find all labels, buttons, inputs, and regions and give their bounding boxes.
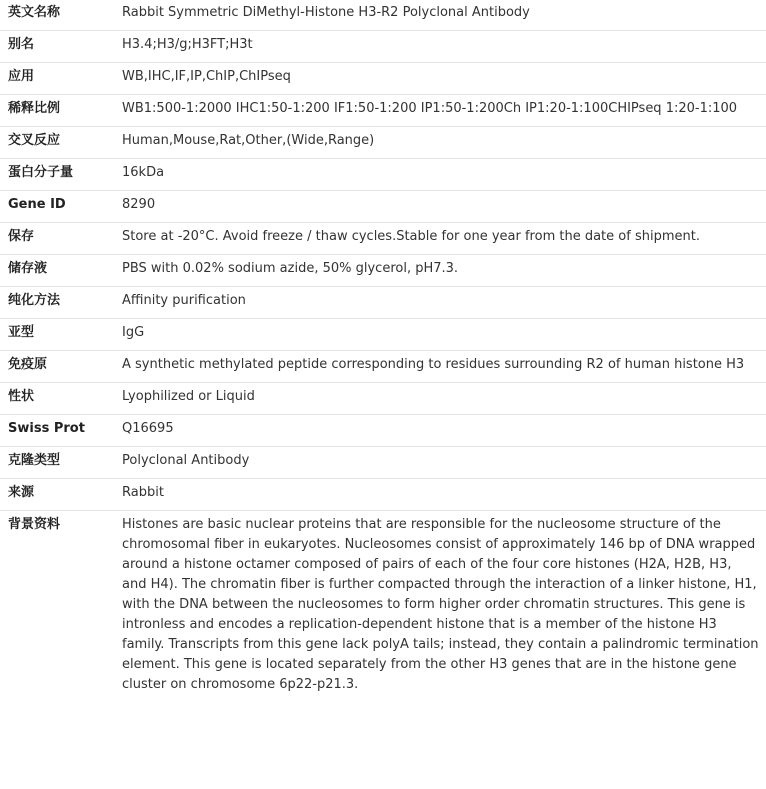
spec-row-host [0, 479, 766, 511]
spec-label: 蛋白分子量 [0, 159, 122, 191]
spec-row-background [0, 511, 766, 703]
spec-row-isotype [0, 319, 766, 351]
spec-row-immunogen [0, 351, 766, 383]
spec-value: IgG [122, 319, 766, 351]
spec-value: Affinity purification [122, 287, 766, 319]
spec-value: Histones are basic nuclear proteins that are responsible for the nucleosome structure of the chromosomal fiber in eukaryotes. Nucleosomes consist of approximately 146 bp of DNA wrapped around a histone octamer composed of pairs of each of the four core histones (H2A, H2B, H3, and H4). The chromatin fiber is further compacted through the interaction of a linker histone, H1, with the DNA between the nucleosomes to form higher order chromatin structures. This gene is intronless and encodes a replication-dependent histone that is a member of the histone H3 family. Transcripts from this gene lack polyA tails; instead, they contain a palindromic termination element. This gene is located separately from the other H3 genes that are in the histone gene cluster on chromosome 6p22-p21.3. [122, 517, 759, 692]
spec-label: 交叉反应 [0, 127, 122, 159]
spec-value: A synthetic methylated peptide corresponding to residues surrounding R2 of human histone H3 [122, 351, 766, 383]
spec-row-cross-reactivity [0, 127, 766, 159]
spec-label: 亚型 [0, 319, 122, 351]
spec-label: 性状 [0, 383, 122, 415]
spec-label: 来源 [0, 479, 122, 511]
spec-row-application [0, 63, 766, 95]
spec-value: Rabbit [122, 479, 766, 511]
spec-value: Store at -20°C. Avoid freeze / thaw cycles.Stable for one year from the date of shipment. [122, 223, 766, 255]
spec-label: 英文名称 [0, 0, 122, 31]
spec-value: Polyclonal Antibody [122, 447, 766, 479]
spec-value: WB1:500-1:2000 IHC1:50-1:200 IF1:50-1:200 IP1:50-1:200Ch IP1:20-1:100CHIPseq 1:20-1:100 [122, 95, 766, 127]
spec-value: Lyophilized or Liquid [122, 383, 766, 415]
spec-row-clonality [0, 447, 766, 479]
spec-label: 应用 [0, 63, 122, 95]
spec-row-english-name [0, 0, 766, 31]
spec-value: Rabbit Symmetric DiMethyl-Histone H3-R2 Polyclonal Antibody [122, 0, 766, 31]
spec-value: PBS with 0.02% sodium azide, 50% glycerol, pH7.3. [122, 255, 766, 287]
spec-value: Human,Mouse,Rat,Other,(Wide,Range) [122, 127, 766, 159]
spec-label: 免疫原 [0, 351, 122, 383]
spec-value: 8290 [122, 191, 766, 223]
spec-value: WB,IHC,IF,IP,ChIP,ChIPseq [122, 63, 766, 95]
spec-row-swiss-prot [0, 415, 766, 447]
spec-row-molecular-weight [0, 159, 766, 191]
spec-row-storage [0, 223, 766, 255]
spec-label: 稀释比例 [0, 95, 122, 127]
spec-label: Swiss Prot [0, 415, 122, 447]
spec-row-gene-id [0, 191, 766, 223]
spec-row-purification [0, 287, 766, 319]
spec-value: H3.4;H3/g;H3FT;H3t [122, 31, 766, 63]
spec-label: 储存液 [0, 255, 122, 287]
spec-row-form [0, 383, 766, 415]
spec-row-buffer [0, 255, 766, 287]
spec-label: 背景资料 [8, 517, 61, 532]
spec-label: 克隆类型 [0, 447, 122, 479]
spec-label: Gene ID [0, 191, 122, 223]
spec-label: 别名 [0, 31, 122, 63]
spec-value: Q16695 [122, 415, 766, 447]
spec-label: 保存 [0, 223, 122, 255]
spec-row-dilution [0, 95, 766, 127]
spec-value: 16kDa [122, 159, 766, 191]
spec-label: 纯化方法 [0, 287, 122, 319]
spec-row-alias [0, 31, 766, 63]
